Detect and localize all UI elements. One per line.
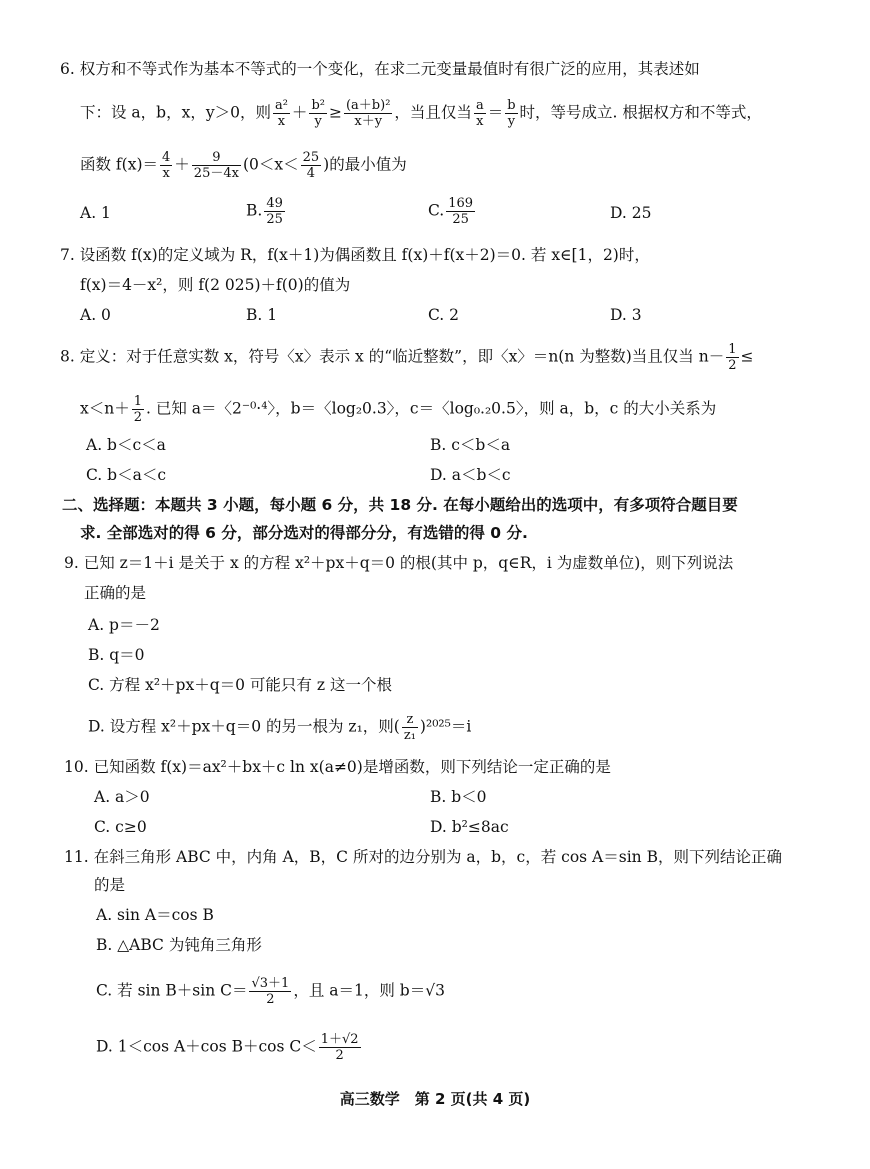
q11-option-c: C. 若 sin B＋sin C＝ $\frac{√3+1}{2}$ ，且 a＝1，则 b＝√3 [96, 976, 445, 1007]
q6-option-a: A. 1 [80, 204, 111, 222]
q8-line2: x＜n＋ $\frac{1}{2}$ . 已知 a＝〈2⁻⁰·⁴〉，b＝〈log₂0.3〉，c＝〈log₀.₂0.5〉，则 a，b，c 的大小关系为 [80, 394, 717, 425]
q6-frac-sum: $\frac{\text{(a＋b)²}}{x+y}$ [345, 98, 391, 129]
q7-option-a: A. 0 [80, 306, 111, 324]
q6-option-c-frac: $\frac{169}{25}$ [448, 196, 474, 227]
q11-frac-d: $\frac{1+√2}{2}$ [320, 1032, 359, 1063]
q6-frac-25-4: $\frac{25}{4}$ [302, 150, 320, 181]
q6-option-d: D. 25 [610, 204, 652, 222]
q10-line1: 10. 已知函数 f(x)＝ax²＋bx＋c ln x(a≠0)是增函数，则下列结论一定正确的是 [64, 758, 611, 776]
q9-option-a: A. p＝－2 [88, 616, 160, 634]
q11-line1: 11. 在斜三角形 ABC 中，内角 A，B，C 所对的边分别为 a，b，c，若 cos A＝sin B，则下列结论正确 [64, 848, 782, 866]
q10-option-d: D. b²≤8ac [430, 818, 509, 836]
q6-frac-4x: $\frac{4}{x}$ [162, 150, 171, 181]
q10-option-b: B. b＜0 [430, 788, 487, 806]
q9-option-d: D. 设方程 x²＋px＋q＝0 的另一根为 z₁，则( $\frac{z}{\text{z₁}}$ )²⁰²⁵＝i [88, 712, 472, 743]
q7-line1: 7. 设函数 f(x)的定义域为 R，f(x＋1)为偶函数且 f(x)＋f(x＋2)＝0. 若 x∈[1，2)时， [60, 246, 650, 264]
q11-line2: 的是 [94, 876, 126, 894]
q6-frac-ax: $\frac{a}{x}$ [475, 98, 484, 129]
q8-frac-half-1: $\frac{1}{2}$ [728, 342, 737, 373]
q6-line2: 下：设 a，b，x，y＞0，则 $\frac{\text{a²}}{x}$ ＋ $\frac{\text{b²}}{y}$ ≥ $\frac{\text{(a＋b)²}}{x+y}$ ，当且仅当 $\frac{a}{x}$ ＝ $\frac{b}{y}$ 时，等号成立. 根据权方和不等式， [80, 98, 762, 129]
q8-line1: 8. 定义：对于任意实数 x，符号〈x〉表示 x 的“临近整数”，即〈x〉＝n(n 为整数)当且仅当 n－ $\frac{1}{2}$ ≤ [60, 342, 754, 373]
q9-option-b: B. q＝0 [88, 646, 145, 664]
q6-option-b-frac: $\frac{49}{25}$ [266, 196, 283, 227]
q11-frac-c: $\frac{√3+1}{2}$ [251, 976, 290, 1007]
page-footer: 高三数学 第 2 页(共 4 页) [339, 1090, 531, 1108]
q6-frac-a2x: $\frac{\text{a²}}{x}$ [274, 98, 288, 129]
q9-line2: 正确的是 [84, 584, 147, 602]
q7-line2: f(x)＝4－x²，则 f(2 025)＋f(0)的值为 [80, 276, 351, 294]
q6-line3: 函数 f(x)＝ $\frac{4}{x}$ ＋ $\frac{9}{25-4x}$ (0＜x＜ $\frac{25}{4}$ )的最小值为 [80, 150, 407, 181]
q8-frac-half-2: $\frac{1}{2}$ [133, 394, 143, 425]
q8-option-d: D. a＜b＜c [430, 466, 511, 484]
q11-option-b: B. △ABC 为钝角三角形 [96, 936, 262, 954]
q8-option-b: B. c＜b＜a [430, 436, 511, 454]
q8-option-a: A. b＜c＜a [86, 436, 166, 454]
q6-frac-by: $\frac{b}{y}$ [507, 98, 516, 129]
q10-option-c: C. c≥0 [94, 818, 147, 836]
q7-option-c: C. 2 [428, 306, 460, 324]
q8-option-c: C. b＜a＜c [86, 466, 167, 484]
q9-option-c: C. 方程 x²＋px＋q＝0 可能只有 z 这一个根 [88, 676, 392, 694]
section2-heading-line2: 求. 全部选对的得 6 分，部分选对的得部分分，有选错的得 0 分. [80, 524, 528, 542]
q6-frac-9: $\frac{9}{25-4x}$ [193, 150, 239, 181]
q6-option-c: C. $\frac{169}{25}$ [428, 196, 474, 227]
q9-frac-z-z1: $\frac{z}{\text{z₁}}$ [403, 712, 416, 743]
q6-line1: 6. 权方和不等式作为基本不等式的一个变化，在求二元变量最值时有很广泛的应用，其表述如 [60, 60, 700, 78]
section2-heading-line1: 二、选择题：本题共 3 小题，每小题 6 分，共 18 分. 在每小题给出的选项中，有多项符合题目要 [62, 496, 738, 514]
q6-frac-b2y: $\frac{\text{b²}}{y}$ [311, 98, 325, 129]
q9-line1: 9. 已知 z＝1＋i 是关于 x 的方程 x²＋px＋q＝0 的根(其中 p，q∈R，i 为虚数单位)，则下列说法 [64, 554, 734, 572]
q10-option-a: A. a＞0 [94, 788, 150, 806]
q11-option-a: A. sin A＝cos B [96, 906, 214, 924]
q7-option-d: D. 3 [610, 306, 642, 324]
q11-option-d: D. 1＜cos A＋cos B＋cos C＜ $\frac{1+√2}{2}$ [96, 1032, 359, 1063]
q6-option-b: B. $\frac{49}{25}$ [246, 196, 283, 227]
q7-option-b: B. 1 [246, 306, 278, 324]
